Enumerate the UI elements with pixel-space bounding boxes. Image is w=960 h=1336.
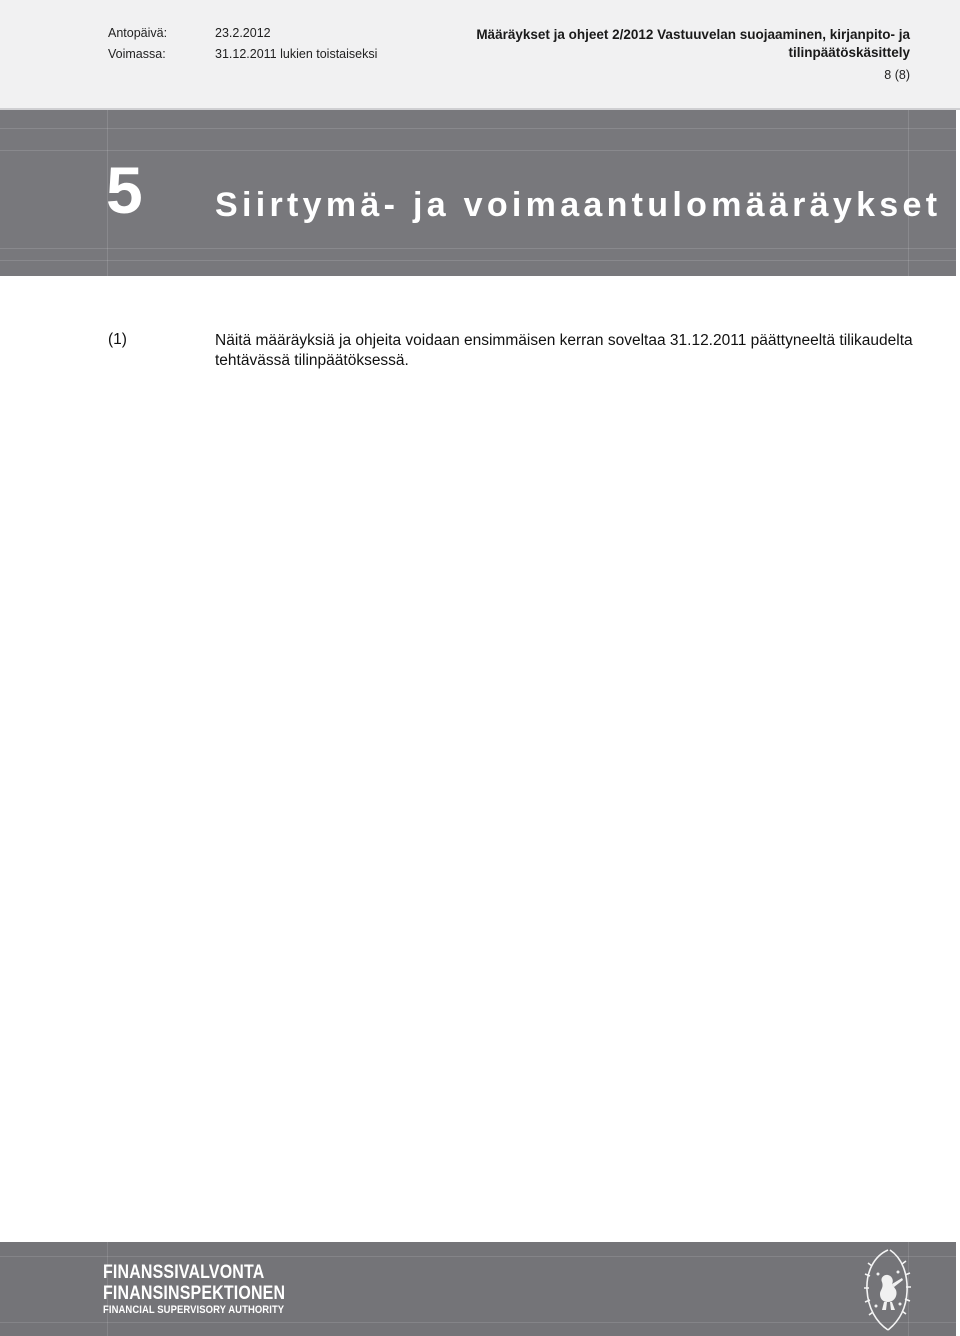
document-title xyxy=(440,26,910,62)
document-title-line2: tilinpäätöskäsittely xyxy=(788,45,910,60)
valid-value: 31.12.2011 lukien toistaiseksi xyxy=(215,47,378,61)
page-header xyxy=(0,0,960,110)
page-footer xyxy=(0,1242,956,1336)
page-number: 8 (8) xyxy=(884,68,910,82)
document-title-line1: Määräykset ja ohjeet 2/2012 Vastuuvelan suojaaminen, kirjanpito- ja xyxy=(476,27,910,42)
issued-label: Antopäivä: xyxy=(108,26,168,40)
chapter-number: 5 xyxy=(106,153,143,227)
valid-label: Voimassa: xyxy=(108,47,166,61)
logo-line-english: FINANCIAL SUPERVISORY AUTHORITY xyxy=(103,1304,285,1316)
logo-line-swedish: FINANSINSPEKTIONEN xyxy=(103,1283,286,1304)
paragraph-number: (1) xyxy=(108,331,127,348)
finnish-lion-emblem-icon xyxy=(858,1242,918,1336)
chapter-band xyxy=(0,110,956,276)
issued-value: 23.2.2012 xyxy=(215,26,271,40)
logo-line-finnish: FINANSSIVALVONTA xyxy=(103,1262,265,1283)
fiva-logo xyxy=(103,1262,320,1317)
chapter-title: Siirtymä- ja voimaantulomääräykset xyxy=(215,186,942,224)
paragraph-text: Näitä määräyksiä ja ohjeita voidaan ensimmäisen kerran soveltaa 31.12.2011 päättyneeltä tilikaudelta tehtävässä tilinpäätöksessä. xyxy=(215,332,913,369)
